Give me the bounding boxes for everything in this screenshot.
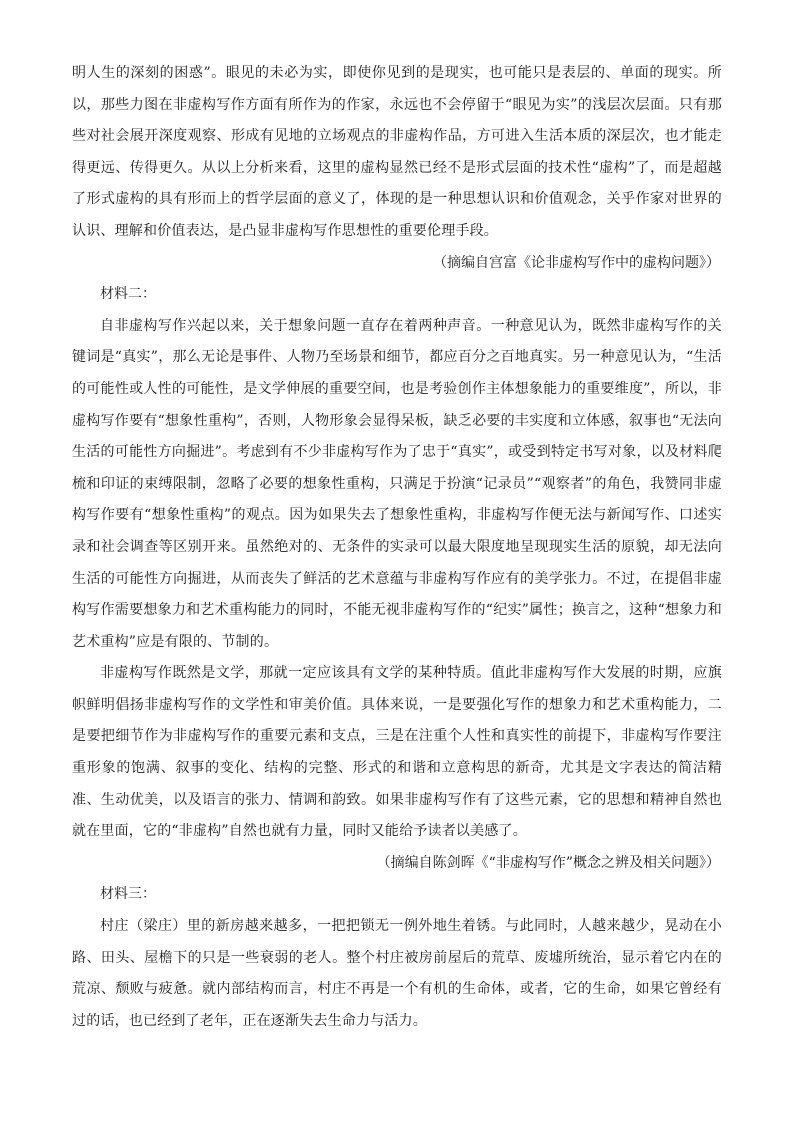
material-2-heading: 材料二： [100,286,156,303]
source-citation-2: （摘编自陈剑晖《“非虚构写作”概念之辨及相关问题》） [376,854,720,871]
paragraph-continuation: 明人生的深刻的困惑”。眼见的未必为实，即使你见到的是现实，也可能只是表层的、单面的现实。所以，那些力图在非虚构写作方面有所作为的作家，永远也不会停留于“眼见为实”的浅层次层面。只有那些对社会展开深度观察、形成有见地的立场观点的非虚构作品，方可进入生活本质的深层次，也才能走得更远、传得更久。从以上分析来看，这里的虚构显然已经不是形式层面的技术性“虚构”了，而是超越了形式虚构的具有形而上的哲学层面的意义了，体现的是一种思想认识和价值观念，关乎作家对世界的认识、理解和价值表达，是凸显非虚构写作思想性的重要伦理手段。 [72,65,722,239]
material-2-paragraph-1: 自非虚构写作兴起以来，关于想象问题一直存在着两种声音。一种意见认为，既然非虚构写作的关键词是“真实”，那么无论是事件、人物乃至场景和细节，都应百分之百地真实。另一种意见认为，“生活的可能性或人性的可能性，是文学伸展的重要空间，也是考验创作主体想象能力的重要维度”，所以，非虚构写作要有“想象性重构”，否则，人物形象会显得呆板，缺乏必要的丰实度和立体感，叙事也“无法向生活的可能性方向掘进”。考虑到有不少非虚构写作为了忠于“真实”，或受到特定书写对象，以及材料爬梳和印证的束缚限制，忽略了必要的想象性重构，只满足于扮演“记录员”“观察者”的角色，我赞同非虚构写作要有“想象性重构”的观点。因为如果失去了想象性重构，非虚构写作便无法与新闻写作、口述实录和社会调查等区别开来。虽然绝对的、无条件的实录可以最大限度地呈现现实生活的原貌，却无法向生活的可能性方向掘进，从而丧失了鲜活的艺术意蕴与非虚构写作应有的美学张力。不过，在提倡非虚构写作需要想象力和艺术重构能力的同时，不能无视非虚构写作的“纪实”属性；换言之，这种“想象力和艺术重构”应是有限的、节制的。 [72,317,722,650]
material-3-paragraph: 村庄（梁庄）里的新房越来越多，一把把锁无一例外地生着锈。与此同时，人越来越少，晃动在小路、田头、屋檐下的只是一些衰弱的老人。整个村庄被房前屋后的荒草、废墟所统治，显示着它内在的荒凉、颓败与疲惫。就内部结构而言，村庄不再是一个有机的生命体，或者，它的生命，如果它曾经有过的话，也已经到了老年，正在逐渐失去生命力与活力。 [72,918,722,1029]
document-page [72,58,722,1037]
source-citation-1: （摘编自宫富《论非虚构写作中的虚构问题》） [433,254,720,271]
material-2-paragraph-2: 非虚构写作既然是文学，那就一定应该具有文学的某种特质。值此非虚构写作大发展的时期，应旗帜鲜明倡扬非虚构写作的文学性和审美价值。具体来说，一是要强化写作的想象力和艺术重构能力，二是要把细节作为非虚构写作的重要元素和支点，三是在注重个人性和真实性的前提下，非虚构写作要注重形象的饱满、叙事的变化、结构的完整、形式的和谐和立意构思的新奇，尤其是文字表达的简洁精准、生动优美，以及语言的张力、情调和韵致。如果非虚构写作有了这些元素，它的思想和精神自然也就在里面，它的“非虚构”自然也就有力量，同时又能给予读者以美感了。 [72,665,722,840]
material-3-heading: 材料三： [100,886,156,903]
